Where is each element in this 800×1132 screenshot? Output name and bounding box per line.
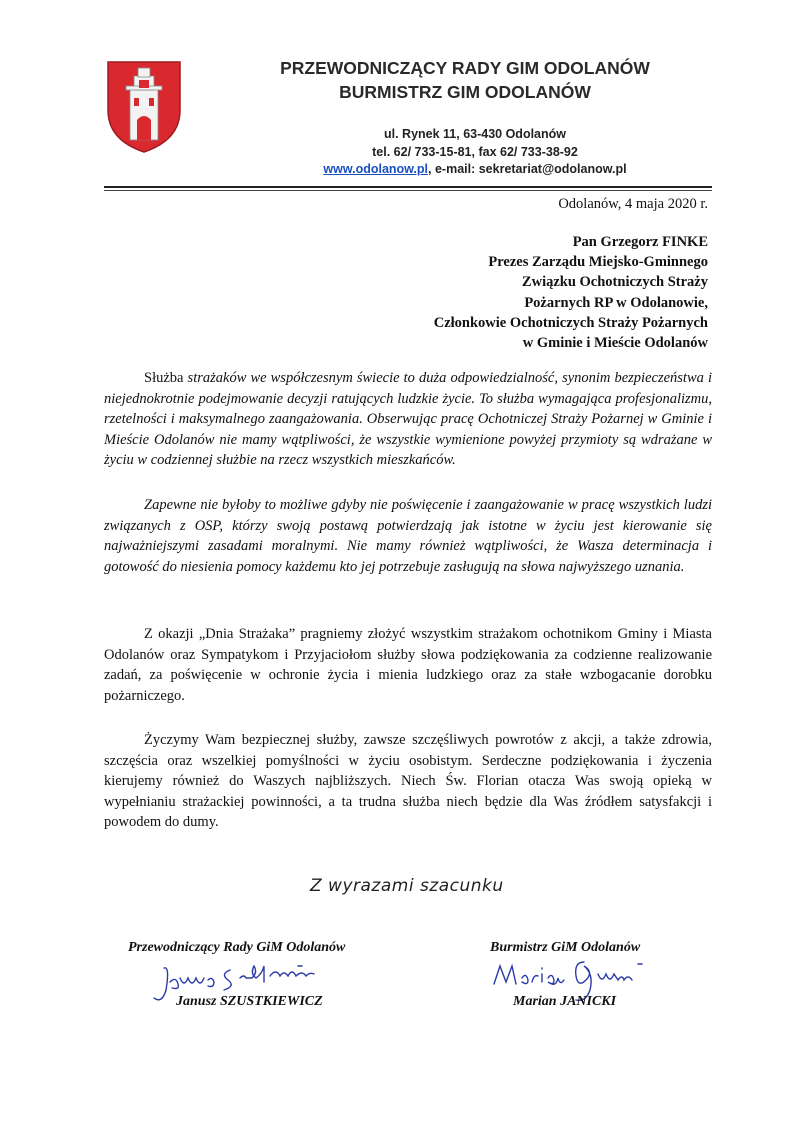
right-signatory-title: Burmistrz GiM Odolanów bbox=[490, 940, 641, 955]
recipient-line: Prezes Zarządu Miejsko-Gminnego bbox=[488, 254, 708, 271]
header-divider-thin bbox=[104, 190, 712, 191]
left-signatory-name: Janusz SZUSTKIEWICZ bbox=[176, 994, 323, 1009]
email-text: , e-mail: sekretariat@odolanow.pl bbox=[428, 162, 627, 176]
paragraph-1-italic: strażaków we współczesnym świecie to duża odpowiedzialność, synonim bezpieczeństwa i niejednokrotnie podejmowanie decyzji ratujących ludzkie życie. To służba wymagająca profesjonalizmu, rzetelności i maksymalnego zaangażowania. Obserwując pracę Ochotniczej Straży Pożarnej w Gminie i Mieście Odolanów nie mamy wątpliwości, że wszystkie wymienione powyżej przymioty są wdrażane w życiu w codziennej służbie na rzecz wszystkich mieszkańców. bbox=[104, 370, 712, 468]
paragraph-4-text: Życzymy Wam bezpiecznej służby, zawsze szczęśliwych powrotów z akcji, a także zdrowia, szczęścia oraz wszelkiej pomyślności w życiu osobistym. Serdeczne podziękowania i życzenia kierujemy również do Waszych najbliższych. Niech Św. Florian otacza Was swoją opieką w wypełnianiu strażackiej powinności, a ta trudna służba niech będzie dla Was źródłem satysfakcji i powodem do dumy. bbox=[104, 732, 712, 830]
header-title-mayor: BURMISTRZ GIM ODOLANÓW bbox=[339, 82, 591, 102]
body-paragraph-2 bbox=[104, 495, 712, 577]
header-title-chairman: PRZEWODNICZĄCY RADY GIM ODOLANÓW bbox=[280, 58, 650, 78]
paragraph-2-text: Zapewne nie byłoby to możliwe gdyby nie poświęcenie i zaangażowanie w pracę wszystkich ludzi związanych z OSP, którzy swoją postawą potwierdzają jak istotne w życiu jest kierowanie się najważniejszymi zasadami moralnymi. Nie mamy również wątpliwości, że Wasza determinacja i gotowość do niesienia pomocy każdemu kto jej potrzebuje zasługują na słowa najwyższego uznania. bbox=[104, 497, 712, 575]
left-signatory-title: Przewodniczący Rady GiM Odolanów bbox=[128, 940, 346, 955]
header-phone-fax: tel. 62/ 733-15-81, fax 62/ 733-38-92 bbox=[372, 145, 578, 159]
body-paragraph-4 bbox=[104, 730, 712, 833]
coat-of-arms-tower-icon bbox=[104, 58, 184, 154]
recipient-line: Członkowie Ochotniczych Straży Pożarnych bbox=[433, 314, 708, 331]
recipient-line: Pan Grzegorz FINKE bbox=[572, 234, 708, 250]
body-paragraph-1 bbox=[104, 368, 712, 471]
header-web-email bbox=[240, 162, 710, 176]
header-divider bbox=[104, 186, 712, 188]
recipient-line: Związku Ochotniczych Straży bbox=[521, 274, 708, 291]
header-address: ul. Rynek 11, 63-430 Odolanów bbox=[383, 127, 566, 141]
body-paragraph-3 bbox=[104, 624, 712, 706]
right-signatory-name: Marian JANICKI bbox=[513, 994, 617, 1009]
letter-date: Odolanów, 4 maja 2020 r. bbox=[558, 196, 708, 212]
recipient-block bbox=[434, 232, 708, 353]
recipient-line: Pożarnych RP w Odolanowie, bbox=[524, 294, 708, 311]
recipient-line: w Gminie i Mieście Odolanów bbox=[522, 335, 708, 352]
closing-phrase: Z wyrazami szacunku bbox=[310, 876, 504, 896]
paragraph-1-start: Służba bbox=[144, 370, 188, 386]
paragraph-3-text: Z okazji „Dnia Strażaka” pragniemy złożyć wszystkim strażakom ochotnikom Gminy i Miasta Odolanów oraz Sympatykom i Przyjaciołom służby słowa podziękowania za codzienne realizowanie zadań, za poświęcenie w ochronie życia i mienia ludzkiego oraz za stałe wzbogacanie dorobku pożarniczego. bbox=[104, 626, 712, 704]
website-link[interactable]: www.odolanow.pl bbox=[323, 162, 429, 176]
